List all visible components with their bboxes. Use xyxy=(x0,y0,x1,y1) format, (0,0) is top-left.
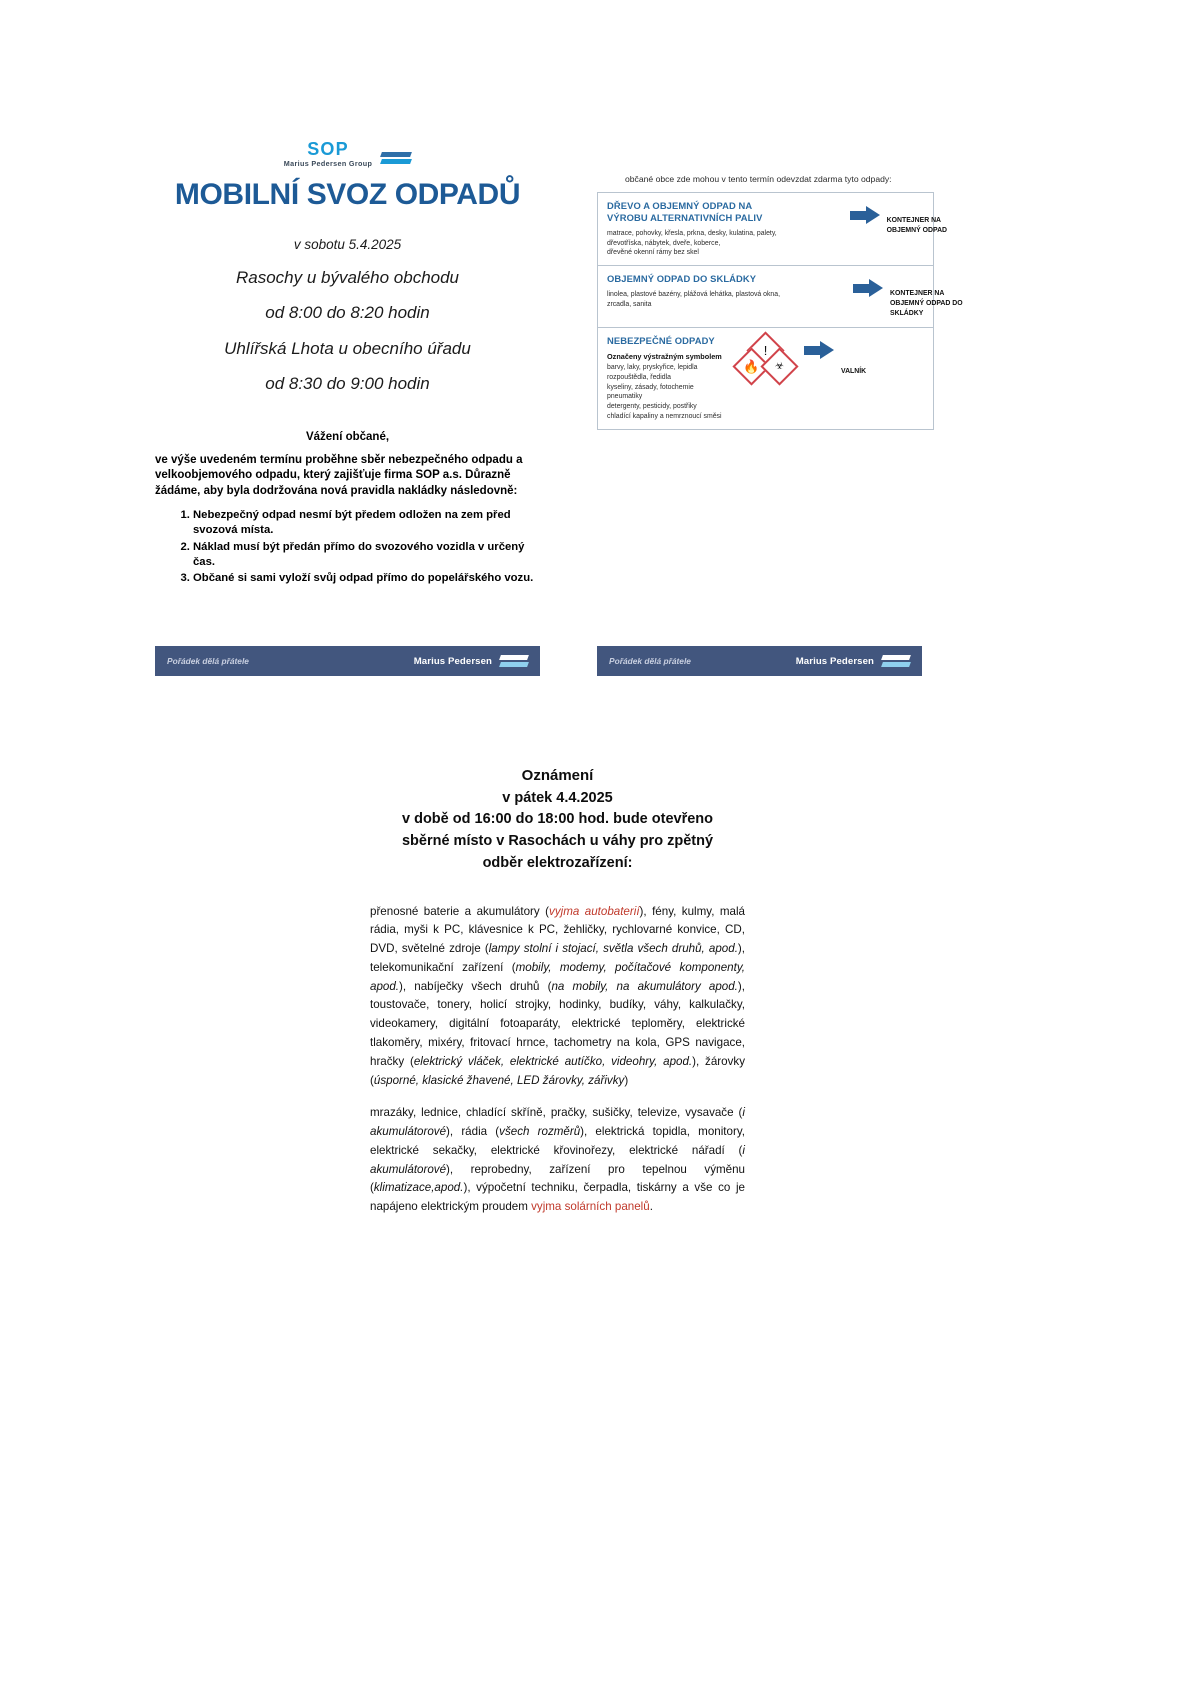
text-run-italic: i akumulátorové xyxy=(370,1143,745,1176)
ghs-hazard-pictograms-icon xyxy=(737,337,795,393)
category-item: chladící kapaliny a nemrznoucí směsi xyxy=(607,413,722,421)
category-item: dřevěné okenní rámy bez skel xyxy=(607,249,699,257)
destination-label: KONTEJNER NA OBJEMNÝ ODPAD DO SKLÁDKY xyxy=(890,290,963,317)
category-heading: OBJEMNÝ ODPAD DO SKLÁDKY xyxy=(607,273,757,285)
panel-intro-text: občané obce zde mohou v tento termín odevzdat zdarma tyto odpady: xyxy=(625,174,892,184)
notice-heading xyxy=(370,765,745,875)
notice-title: Oznámení xyxy=(521,767,594,784)
category-heading: NEBEZPEČNÉ ODPADY xyxy=(607,335,715,347)
greeting-text: Vážení občané, xyxy=(305,430,390,443)
pictogram-slot xyxy=(781,200,843,202)
flame-hazard-icon: 🔥 xyxy=(743,359,760,375)
category-item: rozpouštědla, ředidla xyxy=(607,373,671,381)
page-title: MOBILNÍ SVOZ ODPADŮ xyxy=(174,177,521,211)
category-heading: DŘEVO A OBJEMNÝ ODPAD NA VÝROBU ALTERNATIVNÍCH PALIV xyxy=(607,200,763,224)
destination-label: KONTEJNER NA OBJEMNÝ ODPAD xyxy=(886,217,948,234)
text-run-italic: i akumulátorové xyxy=(370,1106,745,1139)
notice-detail-3: odběr elektrozařízení: xyxy=(482,854,633,871)
schedule-line-location-1: Rasochy u bývalého obchodu xyxy=(235,268,460,287)
schedule-line-location-2: Uhlířská Lhota u obecního úřadu xyxy=(224,338,471,358)
footer-slogan: Pořádek dělá přátele xyxy=(167,656,249,666)
category-item: detergenty, pesticidy, postřiky xyxy=(607,403,697,411)
pictogram-slot xyxy=(784,273,846,275)
text-run-emphasis: vyjma solárních panelů xyxy=(531,1200,650,1214)
text-run-italic: elektrický vláček, elektrické autíčko, videohry, apod. xyxy=(413,1054,693,1068)
mobile-waste-collection-flyer xyxy=(155,140,540,587)
arrow-right-icon xyxy=(843,200,887,224)
text-run: ), reprobedny, zařízení pro tepelnou výměnu ( xyxy=(370,1162,745,1195)
footer-brand-name: Marius Pedersen xyxy=(795,655,874,667)
text-run: . xyxy=(649,1200,653,1214)
text-run: ), rádia ( xyxy=(446,1125,500,1139)
notice-paragraph-small-appliances xyxy=(370,903,745,1091)
category-item: kyseliny, zásady, fotochemie xyxy=(607,383,694,391)
logo-group-text: Marius Pedersen Group xyxy=(283,158,373,168)
text-run: ), výpočetní techniku, čerpadla, tiskárny a vše co je napájeno elektrickým proudem xyxy=(370,1181,745,1214)
text-run-emphasis: vyjma autobaterií xyxy=(549,904,640,918)
schedule-line-time-2: od 8:30 do 9:00 hodin xyxy=(265,374,430,394)
category-subheading: Označeny výstražným symbolem xyxy=(607,351,722,361)
category-item: dřevotříska, nábytek, dveře, koberce, xyxy=(607,239,721,247)
list-item: 3. Občané si sami vyloží svůj odpad přímo do popelářského vozu. xyxy=(193,571,540,586)
text-run: ), elektrická topidla, monitory, elektrické sekačky, elektrické křovinořezy, elektrické nářadí ( xyxy=(370,1125,745,1157)
text-run: ), fény, kulmy, malá rádia, myši k PC, klávesnice k PC, žehličky, rychlovarné konvice, CD, DVD, světelné zdroje ( xyxy=(370,904,745,956)
schedule-line-time-1: od 8:00 do 8:20 hodin xyxy=(265,303,430,323)
loading-rules-list xyxy=(155,508,540,586)
text-run-italic: mobily, modemy, počítačové komponenty, apod. xyxy=(370,960,745,993)
notice-date: v pátek 4.4.2025 xyxy=(502,789,613,806)
list-item: 1. Nebezpečný odpad nesmí být předem odložen na zem před svozová místa. xyxy=(193,508,540,539)
footer-bar-right xyxy=(597,646,922,676)
arrow-right-icon xyxy=(797,335,841,359)
electro-collection-notice xyxy=(370,765,745,1231)
category-item: pneumatiky xyxy=(607,393,643,401)
text-run-italic: na mobily, na akumulátory apod. xyxy=(551,979,738,993)
table-row xyxy=(598,193,948,266)
waste-category-table xyxy=(597,192,963,430)
category-items xyxy=(607,290,780,310)
text-run-italic: lampy stolní i stojací, světla všech druhů, apod. xyxy=(488,942,738,956)
marius-pedersen-logo-mark-icon xyxy=(500,654,528,668)
arrow-right-icon xyxy=(846,273,890,297)
text-run: ), nabíječky všech druhů ( xyxy=(399,979,552,993)
accepted-waste-panel xyxy=(597,174,963,430)
category-item: barvy, laky, pryskyřice, lepidla xyxy=(607,364,698,372)
environment-hazard-icon: ☣ xyxy=(775,360,784,372)
sop-logo-mark-icon xyxy=(381,151,411,166)
text-run: ) xyxy=(624,1073,629,1087)
list-item: 2. Náklad musí být předán přímo do svozového vozidla v určený čas. xyxy=(193,540,540,571)
category-item: zrcadla, sanita xyxy=(607,300,652,308)
notice-detail-1: v době od 16:00 do 18:00 hod. bude otevřeno xyxy=(402,811,713,828)
text-run: mrazáky, lednice, chladící skříně, pračky, sušičky, televize, vysavače ( xyxy=(370,1106,743,1120)
text-run: ), žárovky ( xyxy=(370,1054,745,1087)
category-items xyxy=(607,229,777,258)
footer-bar-left xyxy=(155,646,540,676)
notice-detail-2: sběrné místo v Rasochách u váhy pro zpětný xyxy=(401,833,714,849)
footer-brand-name: Marius Pedersen xyxy=(413,655,492,667)
category-item: matrace, pohovky, křesla, prkna, desky, kulatina, palety, xyxy=(607,229,777,237)
logo-sop-text: SOP xyxy=(307,139,349,159)
text-run: přenosné baterie a akumulátory ( xyxy=(370,904,550,918)
text-run-italic: všech rozměrů xyxy=(499,1125,581,1139)
text-run: ), telekomunikační zařízení ( xyxy=(370,942,746,974)
pictogram-slot xyxy=(735,335,797,393)
category-items xyxy=(607,363,731,422)
sop-logo xyxy=(155,140,540,168)
marius-pedersen-logo-mark-icon xyxy=(882,654,910,668)
category-item: linolea, plastové bazény, plážová lehátka, plastová okna, xyxy=(607,290,781,298)
table-row xyxy=(598,266,963,328)
notice-paragraph-large-appliances xyxy=(370,1104,745,1217)
text-run-italic: úsporné, klasické žhavené, LED žárovky, zářivky xyxy=(373,1073,625,1087)
schedule-line-date: v sobotu 5.4.2025 xyxy=(293,236,402,252)
footer-slogan: Pořádek dělá přátele xyxy=(609,656,691,666)
text-run-italic: klimatizace,apod. xyxy=(373,1181,464,1195)
text-run: ), toustovače, tonery, holicí strojky, hodinky, budíky, váhy, kalkulačky, videokamery, digitální fotoaparáty, elektrické teploměry, elektrické tlakoměry, mixéry, fritovací hrnce, tachometry na kola, GPS navigace, hračky ( xyxy=(370,979,745,1068)
flyer-paragraph: ve výše uvedeném termínu proběhne sběr nebezpečného odpadu a velkoobjemového odpadu, který zajišťuje firma SOP a.s. Důrazně žádáme, aby byla dodržována nová pravidla nakládky následovně: xyxy=(155,453,523,498)
table-row xyxy=(598,328,933,429)
destination-label: VALNÍK xyxy=(841,368,867,376)
exclamation-hazard-icon: ! xyxy=(763,343,768,359)
